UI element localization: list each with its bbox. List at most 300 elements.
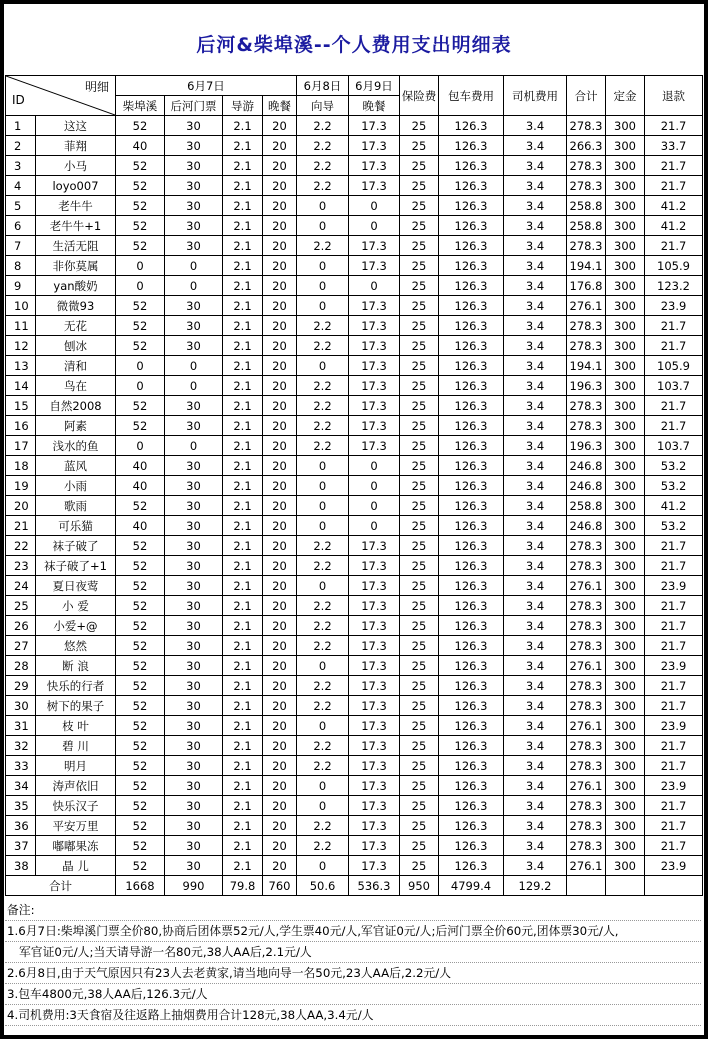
table-row — [6, 216, 703, 236]
table-cell: 3.4 — [504, 436, 567, 456]
table-cell: 3.4 — [504, 796, 567, 816]
table-cell: 17.3 — [349, 796, 400, 816]
member-name-cell: 菲翔 — [36, 136, 116, 156]
table-cell: 0 — [297, 216, 349, 236]
table-cell: 2.1 — [223, 256, 263, 276]
table-cell: 0 — [297, 256, 349, 276]
table-cell: 25 — [400, 396, 439, 416]
member-name-cell: 夏日夜莺 — [36, 576, 116, 596]
note-line: 3.包车4800元,38人AA后,126.3元/人 — [5, 984, 701, 1005]
table-cell: 25 — [400, 676, 439, 696]
table-cell: 53.2 — [645, 516, 703, 536]
table-cell: 52 — [116, 236, 165, 256]
row-id-cell: 23 — [6, 556, 36, 576]
table-cell: 2.2 — [297, 396, 349, 416]
row-id-cell: 21 — [6, 516, 36, 536]
table-cell: 2.1 — [223, 416, 263, 436]
table-cell: 126.3 — [439, 756, 504, 776]
member-name-cell: 歌雨 — [36, 496, 116, 516]
table-cell: 3.4 — [504, 636, 567, 656]
header-refund: 退款 — [645, 76, 703, 116]
table-cell: 30 — [165, 516, 223, 536]
table-cell: 17.3 — [349, 236, 400, 256]
table-cell: 17.3 — [349, 616, 400, 636]
table-row — [6, 376, 703, 396]
member-name-cell: 阿素 — [36, 416, 116, 436]
totals-cell: 129.2 — [504, 876, 567, 896]
table-cell: 300 — [606, 456, 645, 476]
table-cell: 2.2 — [297, 636, 349, 656]
table-cell: 278.3 — [567, 616, 606, 636]
table-cell: 30 — [165, 736, 223, 756]
table-cell: 300 — [606, 796, 645, 816]
table-cell: 2.2 — [297, 736, 349, 756]
table-row — [6, 256, 703, 276]
table-cell: 23.9 — [645, 776, 703, 796]
table-cell: 3.4 — [504, 276, 567, 296]
header-dinner-jun9: 晚餐 — [349, 96, 400, 116]
row-id-cell: 38 — [6, 856, 36, 876]
table-cell: 20 — [263, 376, 297, 396]
row-id-cell: 15 — [6, 396, 36, 416]
table-cell: 52 — [116, 336, 165, 356]
table-row — [6, 456, 703, 476]
table-cell: 126.3 — [439, 616, 504, 636]
row-id-cell: 20 — [6, 496, 36, 516]
table-cell: 20 — [263, 816, 297, 836]
table-cell: 0 — [297, 296, 349, 316]
table-cell: 2.1 — [223, 656, 263, 676]
table-cell: 0 — [116, 256, 165, 276]
table-cell: 2.2 — [297, 236, 349, 256]
note-line: 1.6月7日:柴埠溪门票全价80,协商后团体票52元/人,学生票40元/人,军官证0元/人;后河门票全价60元,团体票30元/人, — [5, 921, 701, 942]
table-cell: 278.3 — [567, 556, 606, 576]
member-name-cell: 平安万里 — [36, 816, 116, 836]
table-cell: 2.1 — [223, 696, 263, 716]
table-cell: 20 — [263, 776, 297, 796]
table-cell: 2.1 — [223, 356, 263, 376]
row-id-cell: 10 — [6, 296, 36, 316]
table-cell: 21.7 — [645, 116, 703, 136]
member-name-cell: 碧 川 — [36, 736, 116, 756]
table-cell: 3.4 — [504, 656, 567, 676]
member-name-cell: 生活无阻 — [36, 236, 116, 256]
table-cell: 0 — [349, 476, 400, 496]
table-row — [6, 856, 703, 876]
table-cell: 300 — [606, 676, 645, 696]
table-cell: 2.1 — [223, 196, 263, 216]
table-cell: 126.3 — [439, 376, 504, 396]
table-cell: 126.3 — [439, 796, 504, 816]
table-cell: 20 — [263, 676, 297, 696]
table-cell: 300 — [606, 236, 645, 256]
table-cell: 52 — [116, 596, 165, 616]
table-cell: 126.3 — [439, 396, 504, 416]
table-cell: 3.4 — [504, 256, 567, 276]
table-cell: 300 — [606, 596, 645, 616]
table-cell: 20 — [263, 476, 297, 496]
note-line: 2.6月8日,由于天气原因只有23人去老黄家,请当地向导一名50元,23人AA后,2.2元/人 — [5, 963, 701, 984]
table-cell: 30 — [165, 176, 223, 196]
table-row — [6, 276, 703, 296]
table-cell: 52 — [116, 116, 165, 136]
table-cell: 0 — [297, 276, 349, 296]
table-cell: 17.3 — [349, 556, 400, 576]
table-cell: 278.3 — [567, 396, 606, 416]
table-cell: 126.3 — [439, 296, 504, 316]
table-cell: 25 — [400, 636, 439, 656]
table-cell: 52 — [116, 216, 165, 236]
table-cell: 30 — [165, 156, 223, 176]
table-cell: 2.1 — [223, 736, 263, 756]
table-cell: 25 — [400, 316, 439, 336]
table-cell: 41.2 — [645, 496, 703, 516]
table-cell: 20 — [263, 236, 297, 256]
member-name-cell: 袜子破了+1 — [36, 556, 116, 576]
member-name-cell: 蓝风 — [36, 456, 116, 476]
table-cell: 30 — [165, 696, 223, 716]
table-cell: 3.4 — [504, 456, 567, 476]
table-cell: 17.3 — [349, 136, 400, 156]
table-cell: 20 — [263, 256, 297, 276]
table-cell: 2.1 — [223, 856, 263, 876]
note-line: 4.司机费用:3天食宿及往返路上抽烟费用合计128元,38人AA,3.4元/人 — [5, 1005, 701, 1026]
table-cell: 2.1 — [223, 636, 263, 656]
table-cell: 52 — [116, 536, 165, 556]
table-cell: 25 — [400, 556, 439, 576]
table-cell: 40 — [116, 456, 165, 476]
table-cell: 20 — [263, 136, 297, 156]
row-id-cell: 12 — [6, 336, 36, 356]
table-cell: 126.3 — [439, 516, 504, 536]
table-cell: 0 — [165, 276, 223, 296]
table-cell: 246.8 — [567, 476, 606, 496]
table-cell: 196.3 — [567, 376, 606, 396]
table-cell: 3.4 — [504, 576, 567, 596]
table-cell: 25 — [400, 816, 439, 836]
notes-heading: 备注: — [5, 900, 701, 921]
table-cell: 21.7 — [645, 816, 703, 836]
header-group-jun9: 6月9日 — [349, 76, 400, 96]
table-row — [6, 316, 703, 336]
member-name-cell: 小雨 — [36, 476, 116, 496]
table-cell: 25 — [400, 196, 439, 216]
table-cell: 126.3 — [439, 496, 504, 516]
table-cell: 20 — [263, 196, 297, 216]
table-cell: 23.9 — [645, 656, 703, 676]
table-cell: 33.7 — [645, 136, 703, 156]
totals-cell: 79.8 — [223, 876, 263, 896]
table-cell: 0 — [297, 776, 349, 796]
table-cell: 2.2 — [297, 316, 349, 336]
table-cell: 103.7 — [645, 436, 703, 456]
table-cell: 126.3 — [439, 856, 504, 876]
table-cell: 126.3 — [439, 336, 504, 356]
table-row — [6, 116, 703, 136]
table-cell: 2.1 — [223, 496, 263, 516]
table-cell: 300 — [606, 396, 645, 416]
table-cell: 52 — [116, 296, 165, 316]
table-cell: 2.1 — [223, 536, 263, 556]
table-cell: 52 — [116, 196, 165, 216]
table-cell: 2.1 — [223, 776, 263, 796]
table-cell: 2.1 — [223, 156, 263, 176]
table-cell: 17.3 — [349, 336, 400, 356]
member-name-cell: 自然2008 — [36, 396, 116, 416]
table-cell: 20 — [263, 176, 297, 196]
table-cell: 25 — [400, 736, 439, 756]
row-id-cell: 28 — [6, 656, 36, 676]
table-cell: 25 — [400, 336, 439, 356]
table-cell: 300 — [606, 716, 645, 736]
table-cell: 21.7 — [645, 236, 703, 256]
table-cell: 25 — [400, 496, 439, 516]
table-cell: 126.3 — [439, 436, 504, 456]
table-cell: 126.3 — [439, 256, 504, 276]
row-id-cell: 2 — [6, 136, 36, 156]
table-cell: 126.3 — [439, 456, 504, 476]
table-cell: 194.1 — [567, 256, 606, 276]
spreadsheet-sheet — [4, 4, 704, 1035]
table-cell: 0 — [116, 436, 165, 456]
table-cell: 300 — [606, 656, 645, 676]
member-name-cell: 悠然 — [36, 636, 116, 656]
table-cell: 25 — [400, 836, 439, 856]
table-cell: 300 — [606, 136, 645, 156]
member-name-cell: 树下的果子 — [36, 696, 116, 716]
table-cell: 0 — [116, 376, 165, 396]
table-cell: 3.4 — [504, 196, 567, 216]
table-cell: 196.3 — [567, 436, 606, 456]
table-cell: 0 — [297, 856, 349, 876]
table-cell: 3.4 — [504, 416, 567, 436]
table-cell: 17.3 — [349, 836, 400, 856]
row-id-cell: 37 — [6, 836, 36, 856]
header-guide: 导游 — [223, 96, 263, 116]
member-name-cell: 老牛牛 — [36, 196, 116, 216]
table-cell: 17.3 — [349, 356, 400, 376]
table-cell: 123.2 — [645, 276, 703, 296]
row-id-cell: 31 — [6, 716, 36, 736]
table-cell: 23.9 — [645, 576, 703, 596]
table-cell: 25 — [400, 716, 439, 736]
table-cell: 20 — [263, 436, 297, 456]
table-cell: 300 — [606, 816, 645, 836]
table-cell: 3.4 — [504, 856, 567, 876]
table-cell: 30 — [165, 856, 223, 876]
table-cell: 2.1 — [223, 316, 263, 336]
table-cell: 2.1 — [223, 296, 263, 316]
row-id-cell: 9 — [6, 276, 36, 296]
table-cell: 3.4 — [504, 476, 567, 496]
table-cell: 3.4 — [504, 676, 567, 696]
table-row — [6, 756, 703, 776]
table-cell: 17.3 — [349, 116, 400, 136]
table-cell: 0 — [297, 476, 349, 496]
row-id-cell: 18 — [6, 456, 36, 476]
table-cell: 20 — [263, 456, 297, 476]
table-cell: 17.3 — [349, 856, 400, 876]
table-cell: 126.3 — [439, 316, 504, 336]
header-group-jun8: 6月8日 — [297, 76, 349, 96]
table-cell: 2.2 — [297, 696, 349, 716]
table-cell: 30 — [165, 756, 223, 776]
table-cell: 17.3 — [349, 816, 400, 836]
totals-cell: 760 — [263, 876, 297, 896]
notes-section — [5, 900, 701, 1026]
row-id-cell: 34 — [6, 776, 36, 796]
totals-cell — [606, 876, 645, 896]
table-row — [6, 596, 703, 616]
table-cell: 258.8 — [567, 196, 606, 216]
header-group-jun7: 6月7日 — [116, 76, 297, 96]
table-cell: 300 — [606, 516, 645, 536]
table-row — [6, 136, 703, 156]
table-cell: 300 — [606, 356, 645, 376]
table-cell: 2.1 — [223, 476, 263, 496]
table-cell: 2.2 — [297, 756, 349, 776]
row-id-cell: 7 — [6, 236, 36, 256]
table-cell: 25 — [400, 156, 439, 176]
table-cell: 300 — [606, 296, 645, 316]
row-id-cell: 27 — [6, 636, 36, 656]
table-cell: 3.4 — [504, 516, 567, 536]
table-cell: 300 — [606, 856, 645, 876]
member-name-cell: 晶 儿 — [36, 856, 116, 876]
table-cell: 20 — [263, 836, 297, 856]
table-cell: 25 — [400, 656, 439, 676]
table-cell: 52 — [116, 816, 165, 836]
table-cell: 20 — [263, 716, 297, 736]
table-cell: 40 — [116, 136, 165, 156]
table-cell: 20 — [263, 636, 297, 656]
table-cell: 17.3 — [349, 696, 400, 716]
table-cell: 126.3 — [439, 556, 504, 576]
table-cell: 2.1 — [223, 816, 263, 836]
table-cell: 3.4 — [504, 816, 567, 836]
row-id-cell: 16 — [6, 416, 36, 436]
table-cell: 2.2 — [297, 416, 349, 436]
row-id-cell: 1 — [6, 116, 36, 136]
totals-cell — [645, 876, 703, 896]
row-id-cell: 33 — [6, 756, 36, 776]
table-cell: 52 — [116, 416, 165, 436]
row-id-cell: 30 — [6, 696, 36, 716]
table-cell: 25 — [400, 376, 439, 396]
header-insurance: 保险费 — [400, 76, 439, 116]
table-cell: 0 — [349, 216, 400, 236]
table-cell: 52 — [116, 396, 165, 416]
table-cell: 52 — [116, 776, 165, 796]
table-cell: 126.3 — [439, 216, 504, 236]
table-cell: 3.4 — [504, 356, 567, 376]
table-cell: 52 — [116, 836, 165, 856]
table-row — [6, 496, 703, 516]
table-cell: 3.4 — [504, 296, 567, 316]
table-cell: 17.3 — [349, 596, 400, 616]
table-row — [6, 516, 703, 536]
table-cell: 20 — [263, 416, 297, 436]
table-cell: 25 — [400, 756, 439, 776]
table-cell: 176.8 — [567, 276, 606, 296]
table-cell: 25 — [400, 616, 439, 636]
table-row — [6, 616, 703, 636]
totals-cell: 536.3 — [349, 876, 400, 896]
member-name-cell: 刨冰 — [36, 336, 116, 356]
table-cell: 3.4 — [504, 316, 567, 336]
table-row — [6, 656, 703, 676]
row-id-cell: 24 — [6, 576, 36, 596]
member-name-cell: 清和 — [36, 356, 116, 376]
table-cell: 0 — [297, 576, 349, 596]
table-cell: 276.1 — [567, 656, 606, 676]
table-cell: 25 — [400, 776, 439, 796]
table-cell: 25 — [400, 516, 439, 536]
totals-cell: 50.6 — [297, 876, 349, 896]
totals-cell: 990 — [165, 876, 223, 896]
row-id-cell: 26 — [6, 616, 36, 636]
table-cell: 21.7 — [645, 556, 703, 576]
table-row — [6, 676, 703, 696]
table-cell: 266.3 — [567, 136, 606, 156]
table-cell: 3.4 — [504, 336, 567, 356]
table-cell: 2.1 — [223, 596, 263, 616]
table-cell: 2.1 — [223, 676, 263, 696]
table-cell: 276.1 — [567, 776, 606, 796]
table-cell: 300 — [606, 156, 645, 176]
table-cell: 25 — [400, 476, 439, 496]
table-cell: 0 — [297, 656, 349, 676]
table-cell: 3.4 — [504, 596, 567, 616]
table-cell: 20 — [263, 516, 297, 536]
table-cell: 278.3 — [567, 336, 606, 356]
table-cell: 30 — [165, 236, 223, 256]
table-cell: 2.1 — [223, 116, 263, 136]
table-cell: 2.1 — [223, 836, 263, 856]
table-cell: 20 — [263, 576, 297, 596]
table-cell: 21.7 — [645, 316, 703, 336]
header-bus: 包车费用 — [439, 76, 504, 116]
table-cell: 17.3 — [349, 576, 400, 596]
member-name-cell: 快乐汉子 — [36, 796, 116, 816]
header-deposit: 定金 — [606, 76, 645, 116]
table-cell: 3.4 — [504, 156, 567, 176]
row-id-cell: 8 — [6, 256, 36, 276]
table-cell: 17.3 — [349, 536, 400, 556]
table-cell: 0 — [297, 796, 349, 816]
table-cell: 300 — [606, 616, 645, 636]
table-cell: 17.3 — [349, 156, 400, 176]
table-cell: 2.1 — [223, 136, 263, 156]
table-cell: 17.3 — [349, 176, 400, 196]
table-cell: 3.4 — [504, 536, 567, 556]
table-cell: 30 — [165, 676, 223, 696]
table-row — [6, 776, 703, 796]
table-cell: 23.9 — [645, 856, 703, 876]
header-driver: 司机费用 — [504, 76, 567, 116]
table-cell: 300 — [606, 376, 645, 396]
table-cell: 126.3 — [439, 136, 504, 156]
header-houhe-ticket: 后河门票 — [165, 96, 223, 116]
member-name-cell: 明月 — [36, 756, 116, 776]
table-cell: 126.3 — [439, 196, 504, 216]
table-cell: 2.2 — [297, 136, 349, 156]
table-row — [6, 396, 703, 416]
table-cell: 21.7 — [645, 156, 703, 176]
table-cell: 25 — [400, 216, 439, 236]
table-cell: 0 — [349, 516, 400, 536]
table-cell: 126.3 — [439, 676, 504, 696]
